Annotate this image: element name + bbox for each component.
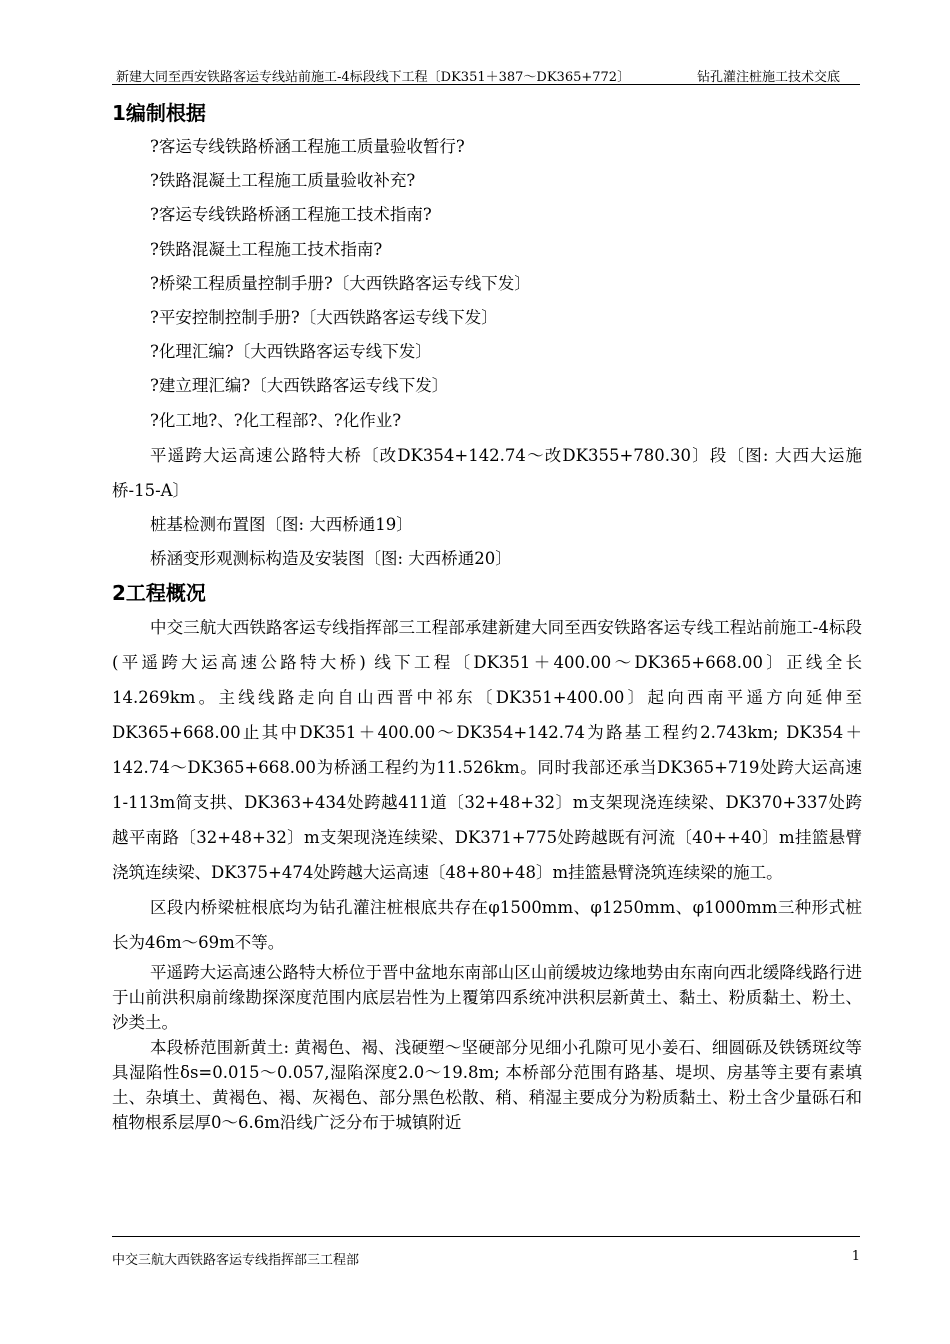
soil-paragraph: 本段桥范围新黄土: 黄褐色、褐、浅硬塑～坚硬部分见细小孔隙可见小姜石、细圆砾及铁锈斑纹等具湿陷性δs=0.015～0.057,湿陷深度2.0～19.8m; 本桥部分范围有路基、堤坝、房基等主要有素填土、杂填土、黄褐色、褐、灰褐色、部分黑色松散、稍、稍湿主要成分为粉质黏土、粉土含少量砾石和植物根系层厚0～6.6m沿线广泛分布于城镇附近 (112, 1038, 862, 1133)
reference-item: ?桥梁工程质量控制手册?〔大西铁路客运专线下发〕 (150, 273, 531, 293)
header-project-title: 新建大同至西安铁路客运专线站前施工-4标段线下工程〔DK351＋387～DK365+772〕 (116, 70, 631, 85)
footer-organization: 中交三航大西铁路客运专线指挥部三工程部 (112, 1253, 360, 1268)
reference-item: ?客运专线铁路桥涵工程施工技术指南? (150, 205, 432, 225)
reference-item: ?平安控制控制手册?〔大西铁路客运专线下发〕 (150, 307, 498, 327)
section-1-title: 1编制根据 (112, 101, 206, 125)
reference-item: 桩基检测布置图〔图: 大西桥通19〕 (150, 514, 413, 534)
page-header (112, 62, 860, 85)
reference-item: ?化工地?、?化工程部?、?化作业? (150, 410, 402, 430)
reference-item: ?化理汇编?〔大西铁路客运专线下发〕 (150, 342, 432, 362)
reference-item: ?铁路混凝土工程施工技术指南? (150, 239, 383, 259)
reference-item: ?建立理汇编?〔大西铁路客运专线下发〕 (150, 376, 449, 396)
pile-paragraph: 区段内桥梁桩根底均为钻孔灌注桩根底共存在φ1500mm、φ1250mm、φ1000mm三种形式桩长为46m～69m不等。 (112, 898, 862, 953)
header-doc-title: 钻孔灌注桩施工技术交底 (697, 70, 841, 85)
reference-item: 桥涵变形观测标构造及安装图〔图: 大西桥通20〕 (150, 548, 512, 568)
reference-item: ?铁路混凝土工程施工质量验收补充? (150, 171, 416, 191)
overview-paragraph: 中交三航大西铁路客运专线指挥部三工程部承建新建大同至西安铁路客运专线工程站前施工-4标段(平遥跨大运高速公路特大桥) 线下工程〔DK351＋400.00～DK365+668.00〕正线全长14.269km。主线线路走向自山西晋中祁东〔DK351+400.00〕起向西南平遥方向延伸至DK365+668.00止其中DK351＋400.00～DK354+142.74为路基工程约2.743km; DK354＋142.74～DK365+668.00为桥涵工程约为11.526km。同时我部还承当DK365+719处跨大运高速1-113m简支拱、DK363+434处跨越411道〔32+48+32〕m支架现浇连续梁、DK370+337处跨越平南路〔32+48+32〕m支架现浇连续梁、DK371+775处跨越既有河流〔40++40〕m挂篮悬臂浇筑连续梁、DK375+474处跨越大运高速〔48+80+48〕m挂篮悬臂浇筑连续梁的施工。 (112, 618, 862, 883)
reference-item: ?客运专线铁路桥涵工程施工质量验收暂行? (150, 137, 465, 156)
section-2-title: 2工程概况 (112, 581, 206, 606)
geology-paragraph: 平遥跨大运高速公路特大桥位于晋中盆地东南部山区山前缓坡边缘地势由东南向西北缓降线路行进于山前洪积扇前缘勘探深度范围内底层岩性为上覆第四系统冲洪积层新黄土、黏土、粉质黏土、粉土、沙类土。 (112, 963, 862, 1033)
page-number: 1 (851, 1249, 860, 1264)
document-body (112, 96, 862, 1135)
page-footer (112, 1236, 860, 1268)
reference-drawing-paragraph: 平遥跨大运高速公路特大桥〔改DK354+142.74～改DK355+780.30〕段〔图: 大西大运施桥-15-A〕 (112, 445, 862, 500)
